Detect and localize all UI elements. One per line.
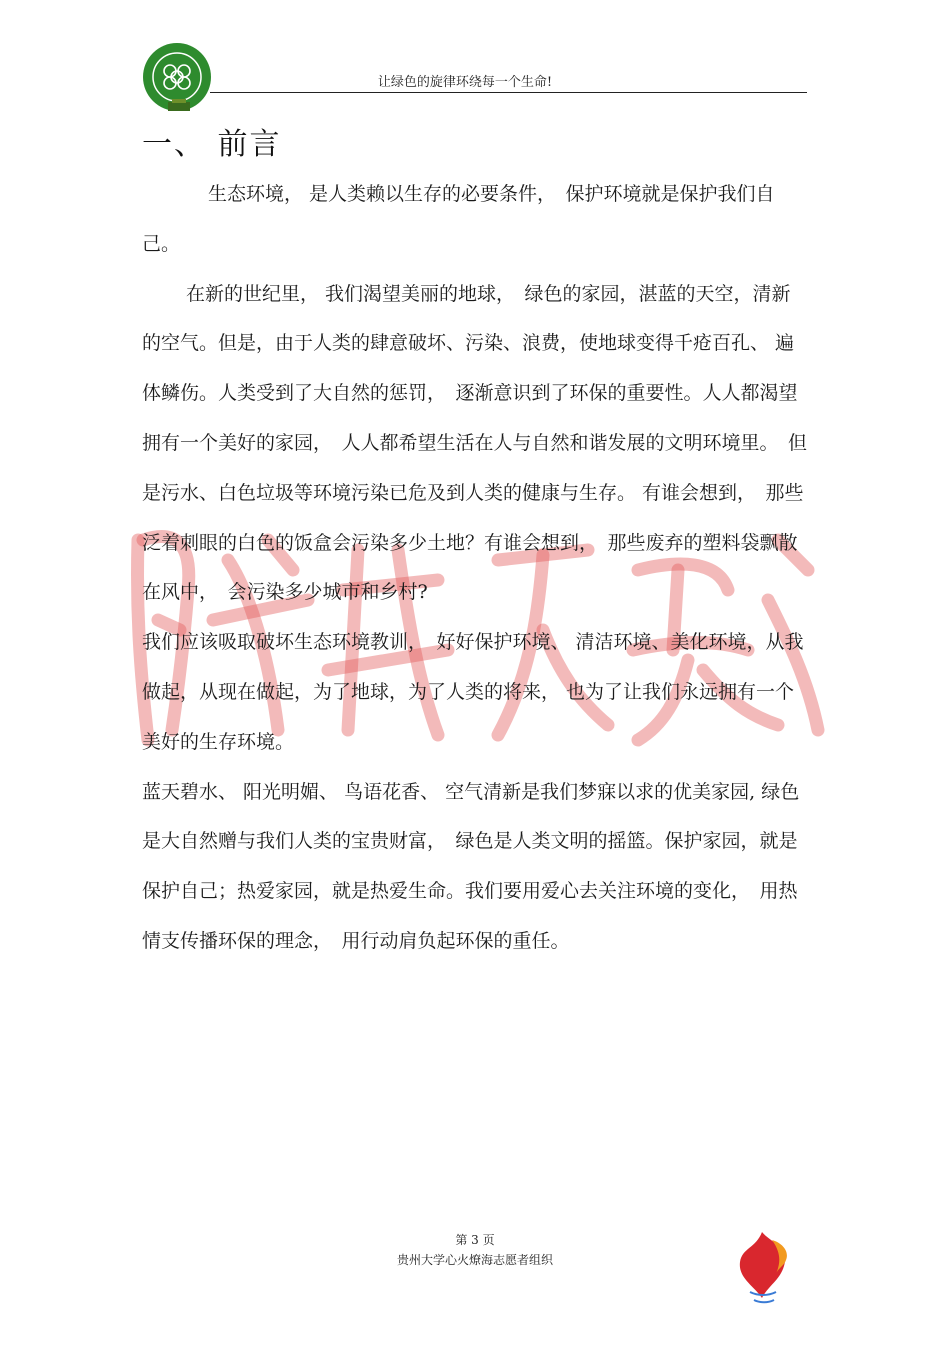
section-title: 一、 前言 — [142, 127, 282, 162]
paragraph-green-home: 蓝天碧水、 阳光明媚、 鸟语花香、 空气清新是我们梦寐以求的优美家园, 绿色是大自然赠与我们人类的宝贵财富， 绿色是人类文明的摇篮。保护家园，就是保护自己；热爱家园，就是热爱生命。我们要用爱心去关注环境的变化， 用热情支传播环保的理念， 用行动肩负起环保的重任。 — [142, 780, 800, 952]
paragraph-lessons: 我们应该吸取破坏生态环境教训， 好好保护环境、 清洁环境、美化环境，从我做起，从现在做起，为了地球，为了人类的将来， 也为了让我们永远拥有一个美好的生存环境。 — [142, 631, 804, 753]
flame-heart-logo-icon — [732, 1226, 794, 1306]
document-body — [142, 120, 807, 967]
paragraph-new-century: 在新的世纪里， 我们渴望美丽的地球， 绿色的家园，湛蓝的天空，清新的空气。但是，由于人类的肆意破坏、污染、浪费，使地球变得千疮百孔、 遍体鳞伤。人类受到了大自然的惩罚， 逐渐意识到了环保的重要性。人人都渴望拥有一个美好的家园， 人人都希望生活在人与自然和谐发展的文明环境里。 但是污水、白色垃圾等环境污染已危及到人类的健康与生存。 有谁会想到， 那些泛着刺眼的白色的饭盒会污染多少土地？有谁会想到， 那些废弃的塑料袋飘散在风中， 会污染多少城市和乡村? — [142, 282, 808, 604]
page-number: 第 3 页 — [455, 1233, 495, 1247]
header-divider — [210, 92, 807, 93]
footer-organization: 贵州大学心火燎海志愿者组织 — [396, 1253, 553, 1267]
china-environment-badge-icon — [140, 42, 215, 114]
header-motto: 让绿色的旋律环绕每一个生命! — [377, 75, 553, 90]
paragraph-intro: 生态环境， 是人类赖以生存的必要条件， 保护环境就是保护我们自己。 — [142, 183, 775, 255]
